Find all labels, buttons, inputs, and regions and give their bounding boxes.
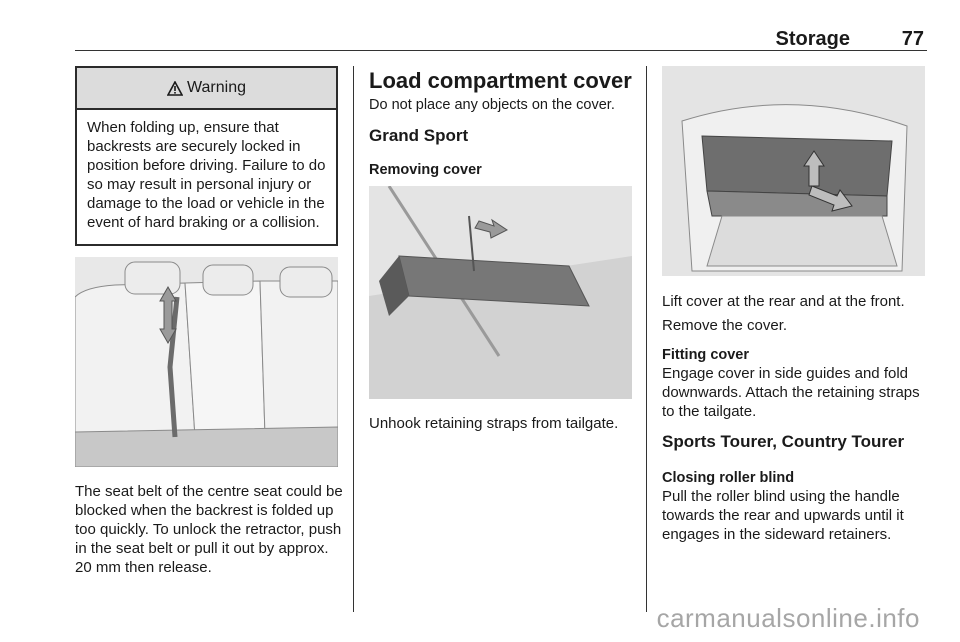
- closing-roller-blind-heading: Closing roller blind: [662, 470, 795, 486]
- intro-text: Do not place any objects on the cover.: [369, 97, 615, 113]
- fitting-cover-text: Engage cover in side guides and fold downwards. Attach the retaining straps to the tailgate.: [662, 365, 920, 420]
- closing-roller-blind-text: Pull the roller blind using the handle towards the rear and upwards until it engages in the sideward retainers.: [662, 488, 904, 543]
- warning-box: [75, 66, 338, 246]
- lift-cover-text: Lift cover at the rear and at the front.: [662, 293, 905, 310]
- warning-text: When folding up, ensure that backrests are securely locked in position before driving. Failure to do so may result in personal injury or damage to the load or vehicle in the event of hard braking or a collision.: [87, 119, 326, 231]
- warning-title: Warning: [187, 79, 246, 96]
- sports-tourer-heading: Sports Tourer, Country Tourer: [662, 432, 905, 451]
- seat-belt-paragraph: The seat belt of the centre seat could be blocked when the backrest is folded up too quickly. To unlock the retractor, push in the seat belt or pull it out by approx. 20 mm then release.: [75, 483, 343, 576]
- column-divider-2: [646, 66, 647, 612]
- column-divider-1: [353, 66, 354, 612]
- section-title: Storage: [775, 28, 850, 50]
- load-compartment-cover-illustration: [662, 66, 925, 276]
- unhook-caption: Unhook retaining straps from tailgate.: [369, 415, 619, 432]
- header-divider: [75, 50, 927, 51]
- removing-cover-heading: Removing cover: [369, 162, 482, 178]
- tailgate-strap-illustration: [369, 186, 632, 399]
- fitting-cover-heading: Fitting cover: [662, 347, 750, 363]
- rear-seat-belt-illustration: [75, 257, 338, 467]
- remove-cover-text: Remove the cover.: [662, 317, 788, 334]
- subsection-heading: Grand Sport: [369, 126, 469, 145]
- section-heading: Load compartment cover: [369, 68, 632, 93]
- watermark: carmanualsonline.info: [656, 603, 920, 633]
- warning-header: [77, 68, 336, 110]
- warning-triangle-icon: [167, 81, 183, 96]
- page-number: 77: [901, 28, 924, 50]
